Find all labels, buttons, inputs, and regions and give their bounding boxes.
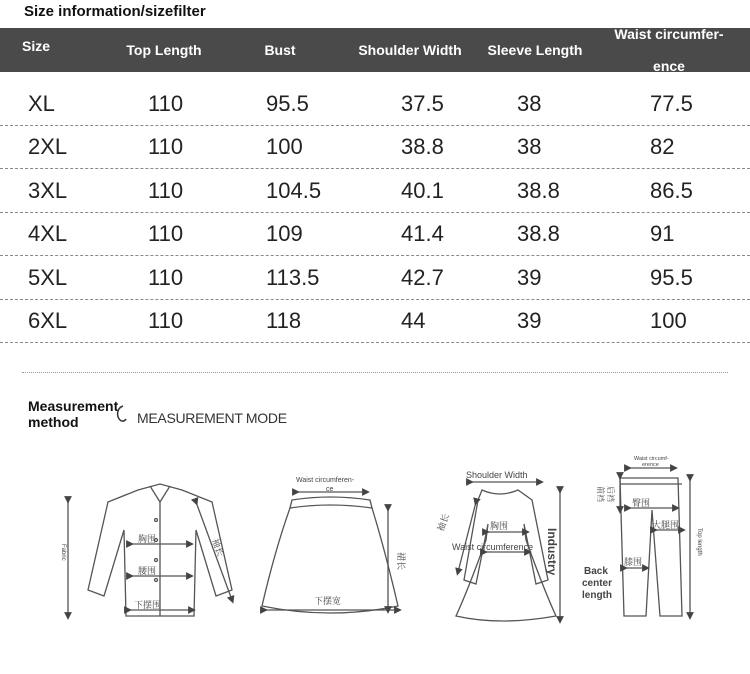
pants-knee-label: 膝围 bbox=[624, 557, 643, 567]
cell-bust: 104.5 bbox=[266, 178, 322, 203]
pants-waist-label: Waist circumf- bbox=[634, 456, 669, 462]
table-row bbox=[0, 299, 750, 343]
cell-top-length: 110 bbox=[148, 308, 184, 333]
shirt-length-label: Fabric bbox=[60, 544, 66, 561]
cell-sleeve-length: 38 bbox=[517, 91, 542, 116]
table-row bbox=[0, 256, 750, 300]
pants-diagram bbox=[620, 468, 690, 616]
cell-size: 2XL bbox=[28, 134, 68, 159]
cell-shoulder-width: 44 bbox=[401, 308, 426, 333]
cell-waist: 77.5 bbox=[650, 91, 693, 116]
skirt-diagram bbox=[262, 492, 398, 613]
dress-waist-label: Waist circumference bbox=[452, 542, 534, 552]
pants-waist-label-cont: erence bbox=[642, 462, 659, 468]
dress-back-length-label: Back bbox=[584, 566, 608, 577]
shirt-bust-label: 胸围 bbox=[138, 534, 157, 544]
header-top-length: Top Length bbox=[126, 42, 202, 58]
pants-thigh-label: 大腿围 bbox=[652, 520, 680, 530]
cell-waist: 91 bbox=[650, 221, 675, 246]
cell-waist: 82 bbox=[650, 134, 675, 159]
cell-waist: 86.5 bbox=[650, 178, 693, 203]
cell-shoulder-width: 37.5 bbox=[401, 91, 444, 116]
table-row bbox=[0, 212, 750, 256]
pants-front-rise-label: 前裆 bbox=[596, 486, 605, 502]
cell-shoulder-width: 40.1 bbox=[401, 178, 444, 203]
shirt-hem-label: 下摆围 bbox=[134, 600, 162, 610]
cell-waist: 95.5 bbox=[650, 265, 693, 290]
shirt-sleeve-label: 袖长 bbox=[210, 537, 226, 558]
cell-bust: 118 bbox=[266, 308, 302, 333]
skirt-waist-label-cont: ce bbox=[326, 486, 334, 493]
dress-back-length-label-2: center bbox=[582, 578, 613, 589]
cell-size: 6XL bbox=[28, 308, 68, 333]
size-table-header bbox=[0, 28, 750, 72]
cell-top-length: 110 bbox=[148, 221, 184, 246]
shirt-waist-label: 腰围 bbox=[138, 566, 157, 576]
measurement-diagrams bbox=[0, 440, 750, 670]
cell-bust: 109 bbox=[266, 221, 303, 246]
skirt-waist-label: Waist circumferen- bbox=[296, 477, 355, 484]
header-size: Size bbox=[22, 38, 51, 54]
skirt-hem-label: 下摆宽 bbox=[314, 596, 342, 606]
pants-back-rise-label: 后裆 bbox=[606, 486, 615, 502]
pants-length-label: Top length bbox=[696, 528, 702, 556]
cell-top-length: 110 bbox=[148, 91, 184, 116]
cell-sleeve-length: 38 bbox=[517, 134, 542, 159]
table-row bbox=[0, 169, 750, 213]
cell-sleeve-length: 38.8 bbox=[517, 178, 560, 203]
header-bust: Bust bbox=[264, 42, 296, 58]
cell-top-length: 110 bbox=[148, 134, 184, 159]
pants-hip-label: 臀围 bbox=[632, 498, 651, 508]
cell-top-length: 110 bbox=[148, 178, 184, 203]
cell-shoulder-width: 38.8 bbox=[401, 134, 444, 159]
dress-sleeve-label: 袖长 bbox=[435, 512, 452, 533]
table-row bbox=[0, 125, 750, 169]
cell-bust: 95.5 bbox=[266, 91, 309, 116]
header-sleeve-length: Sleeve Length bbox=[487, 42, 583, 58]
dress-shoulder-label: Shoulder Width bbox=[466, 470, 528, 480]
cell-sleeve-length: 39 bbox=[517, 265, 542, 290]
cell-top-length: 110 bbox=[148, 265, 184, 290]
measurement-method-label: Measurement method bbox=[28, 398, 119, 430]
dress-bust-label: 胸围 bbox=[490, 521, 509, 531]
skirt-length-label: 裙长 bbox=[396, 552, 406, 571]
cell-size: XL bbox=[28, 91, 55, 116]
header-shoulder-width: Shoulder Width bbox=[358, 42, 462, 58]
dress-industry-label: Industry bbox=[545, 528, 559, 576]
cell-bust: 100 bbox=[266, 134, 303, 159]
cell-size: 5XL bbox=[28, 265, 68, 290]
cell-size: 4XL bbox=[28, 221, 68, 246]
page-title: Size information/sizefilter bbox=[24, 3, 206, 20]
hook-icon bbox=[114, 404, 128, 424]
section-divider bbox=[22, 372, 728, 373]
cell-sleeve-length: 39 bbox=[517, 308, 542, 333]
cell-waist: 100 bbox=[650, 308, 687, 333]
cell-size: 3XL bbox=[28, 178, 68, 203]
cell-shoulder-width: 41.4 bbox=[401, 221, 444, 246]
cell-shoulder-width: 42.7 bbox=[401, 265, 444, 290]
header-waist-circumference: Waist circumfer- ence bbox=[614, 26, 724, 74]
measurement-mode-label: MEASUREMENT MODE bbox=[137, 410, 287, 426]
dress-back-length-label-3: length bbox=[582, 590, 612, 601]
table-row bbox=[0, 82, 750, 126]
shirt-diagram bbox=[68, 484, 232, 616]
cell-sleeve-length: 38.8 bbox=[517, 221, 560, 246]
cell-bust: 113.5 bbox=[266, 265, 320, 290]
